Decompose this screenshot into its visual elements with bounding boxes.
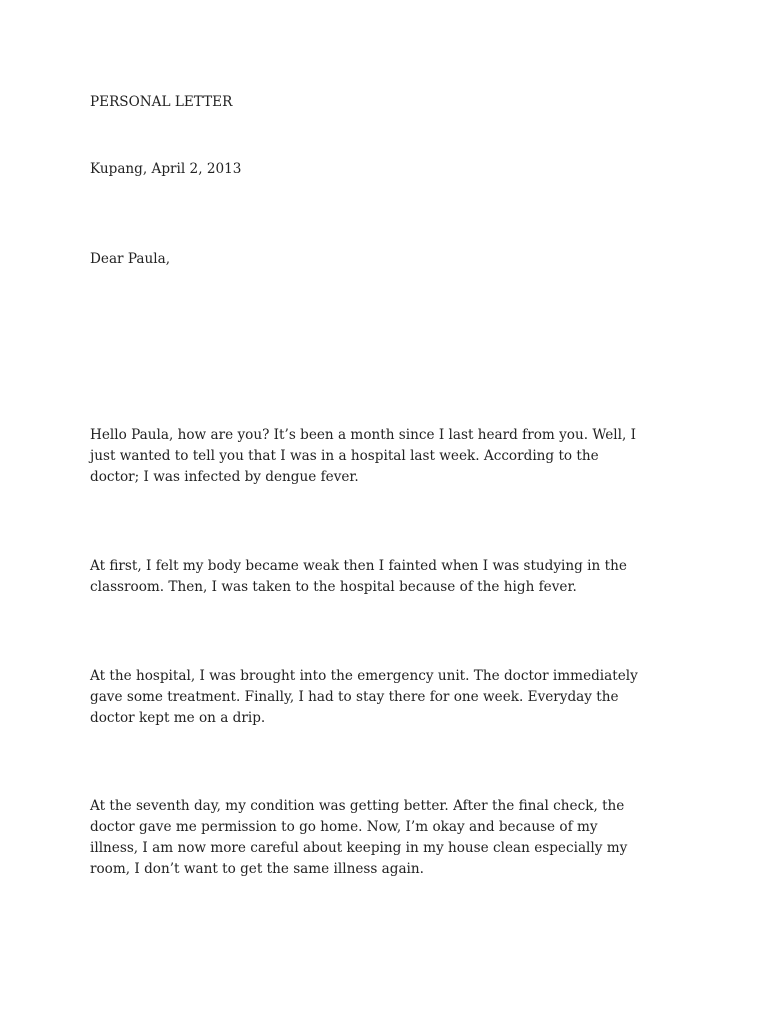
paragraph-line: At the hospital, I was brought into the emergency unit. The doctor immediately — [90, 668, 638, 684]
paragraph-3 — [90, 666, 690, 729]
paragraph-1 — [90, 425, 690, 488]
letter-date-line — [90, 159, 690, 180]
paragraph-line: doctor gave me permission to go home. Now, I’m okay and because of my — [90, 819, 598, 835]
paragraph-line: doctor kept me on a drip. — [90, 710, 266, 726]
paragraph-line: just wanted to tell you that I was in a hospital last week. According to the — [90, 448, 599, 464]
paragraph-line: gave some treatment. Finally, I had to stay there for one week. Everyday the — [90, 689, 619, 705]
letter-salutation — [90, 249, 690, 270]
paragraph-4 — [90, 796, 690, 880]
paragraph-line: room, I don’t want to get the same illness again. — [90, 861, 424, 877]
paragraph-line: At first, I felt my body became weak then I fainted when I was studying in the — [90, 558, 627, 574]
paragraph-line: doctor; I was infected by dengue fever. — [90, 469, 359, 485]
title-text: PERSONAL LETTER — [90, 94, 233, 110]
paragraph-line: Hello Paula, how are you? It’s been a month since I last heard from you. Well, I — [90, 427, 636, 443]
paragraph-line: At the seventh day, my condition was getting better. After the final check, the — [90, 798, 625, 814]
paragraph-2 — [90, 556, 690, 598]
letter-title — [90, 92, 690, 113]
paragraph-line: classroom. Then, I was taken to the hospital because of the high fever. — [90, 579, 577, 595]
date-text: Kupang, April 2, 2013 — [90, 161, 242, 177]
paragraph-line: illness, I am now more careful about keeping in my house clean especially my — [90, 840, 628, 856]
salutation-text: Dear Paula, — [90, 251, 171, 267]
